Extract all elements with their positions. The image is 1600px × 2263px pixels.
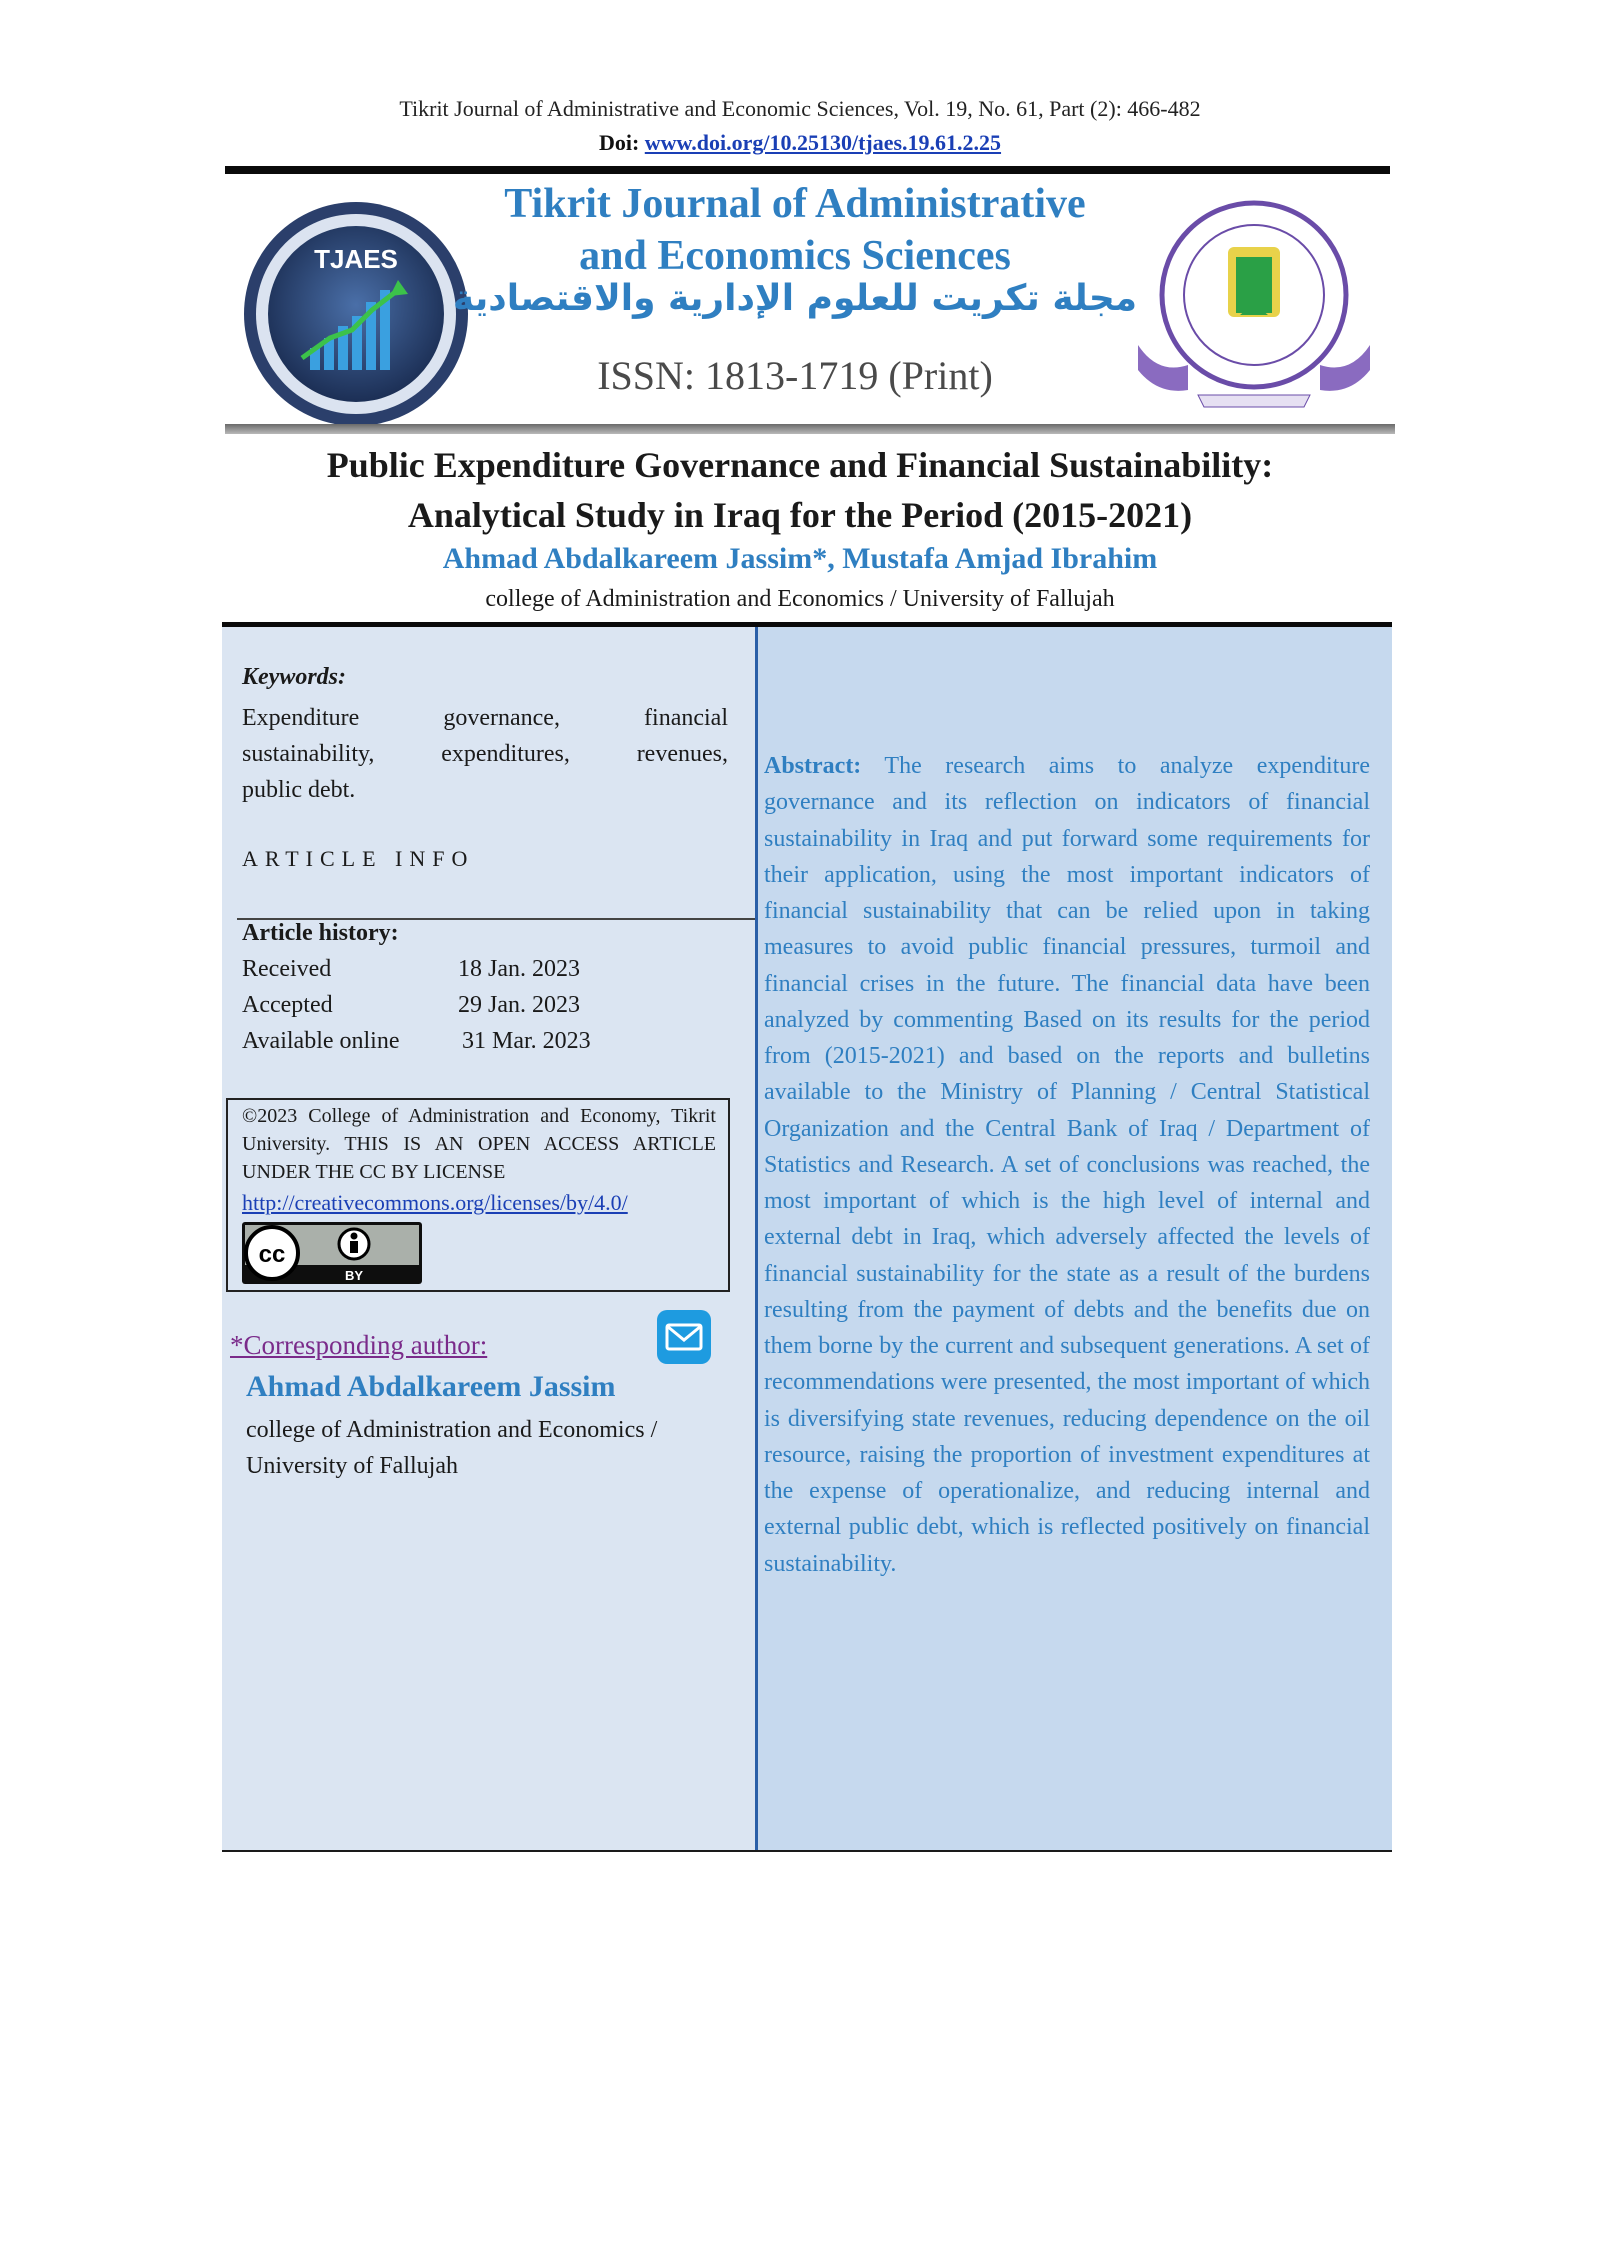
keyword: public debt. [242,777,356,803]
masthead-rule [225,424,1395,434]
doi-link[interactable]: www.doi.org/10.25130/tjaes.19.61.2.25 [644,130,1002,155]
cc-by-badge [242,1222,422,1284]
issn: ISSN: 1813-1719 (Print) [597,353,993,398]
keywords [242,700,728,808]
doi-label: Doi: [598,130,640,155]
history-label: Article history: [242,920,399,946]
corresponding-star: * [230,1330,244,1360]
keywords-line [242,736,728,772]
history-row-accepted [242,992,580,1019]
license-link[interactable]: http://creativecommons.org/licenses/by/4.0/ [242,1190,628,1215]
journal-title-arabic: مجلة تكريت للعلوم الإدارية والاقتصادية [452,278,1138,319]
cc-by-text: BY [344,1268,364,1283]
abstract-text: The research aims to analyze expenditure governance and its reflection on indicators of financial sustainability in Iraq and put forward some requirements for their application, using the most important indicators of financial sustainability that can be relied upon in taking measures to avoid public financial pressures, turmoil and financial crises in the future. The financial data have been analyzed by commenting Based on its results for the period from (2015-2021) and based on the reports and bulletins available to the Ministry of Planning / Central Statistical Organization and the Central Bank of Iraq / Department of Statistics and Research. A set of conclusions was reached, the most important of which is the high level of internal and external debt in Iraq, which adversely affected the levels of financial sustainability for the state as a result of the burdens resulting from the payment of debts and the benefits due on them borne by the current and subsequent generations. A set of recommendations were presented, the most important of which is diversifying state revenues, reducing dependence on the oil resource, raising the proportion of investment expenditures at the expense of operationalize, and reducing internal and external public debt, which is reflected positively on financial sustainability. [764,753,1370,1577]
keyword: revenues, [636,741,728,767]
top-rule [225,166,1390,174]
keywords-line [242,700,728,736]
corresponding-author-label [230,1330,487,1361]
authors: Ahmad Abdalkareem Jassim*, Mustafa Amjad Ibrahim [442,542,1158,575]
affiliation: college of Administration and Economics / University of Fallujah [485,586,1115,612]
svg-text:cc: cc [258,1241,286,1268]
license-text: ©2023 College of Administration and Economy, Tikrit University. THIS IS AN OPEN ACCESS ARTICLE UNDER THE CC BY LICENSE [242,1105,716,1183]
keyword: expenditures, [441,741,570,767]
abstract [764,748,1370,1582]
journal-title [430,178,1160,282]
history-row-received [242,956,580,983]
corresponding-author-name: Ahmad Abdalkareem Jassim [246,1370,616,1403]
keywords-line [242,772,728,808]
history-item-label: Available online [242,1028,400,1054]
history-item-date: 31 Mar. 2023 [462,1028,591,1054]
keyword: governance, [443,705,560,731]
paper-title [0,440,1600,540]
doi-line [0,130,1600,156]
journal-title-line2: and Economics Sciences [579,233,1011,279]
keywords-label: Keywords: [242,664,346,690]
article-info-label: ARTICLE INFO [242,846,475,871]
abstract-label: Abstract: [764,753,862,779]
corresponding-author-affiliation: college of Administration and Economics / University of Fallujah [246,1417,658,1479]
keyword: financial [644,705,728,731]
corresponding-label-text: Corresponding author: [243,1330,488,1360]
panel-divider [755,627,758,1850]
history-item-date: 18 Jan. 2023 [458,956,580,982]
tjaes-logo-text: TJAES [314,244,398,274]
history-item-date: 29 Jan. 2023 [458,992,580,1018]
paper-title-line2: Analytical Study in Iraq for the Period (2015-2021) [407,495,1193,535]
history-item-label: Received [242,956,332,982]
mail-icon[interactable] [657,1310,711,1364]
history-item-label: Accepted [242,992,333,1018]
info-box-bottom-rule [222,1850,1392,1852]
paper-title-line1: Public Expenditure Governance and Financial Sustainability: [326,445,1274,485]
keyword: Expenditure [242,705,360,731]
keyword: sustainability, [242,741,375,767]
history-row-available-online [242,1028,591,1055]
college-logo [1128,195,1380,415]
journal-title-line1: Tikrit Journal of Administrative [504,181,1086,227]
running-head: Tikrit Journal of Administrative and Economic Sciences, Vol. 19, No. 61, Part (2): 466-482 [399,96,1201,121]
